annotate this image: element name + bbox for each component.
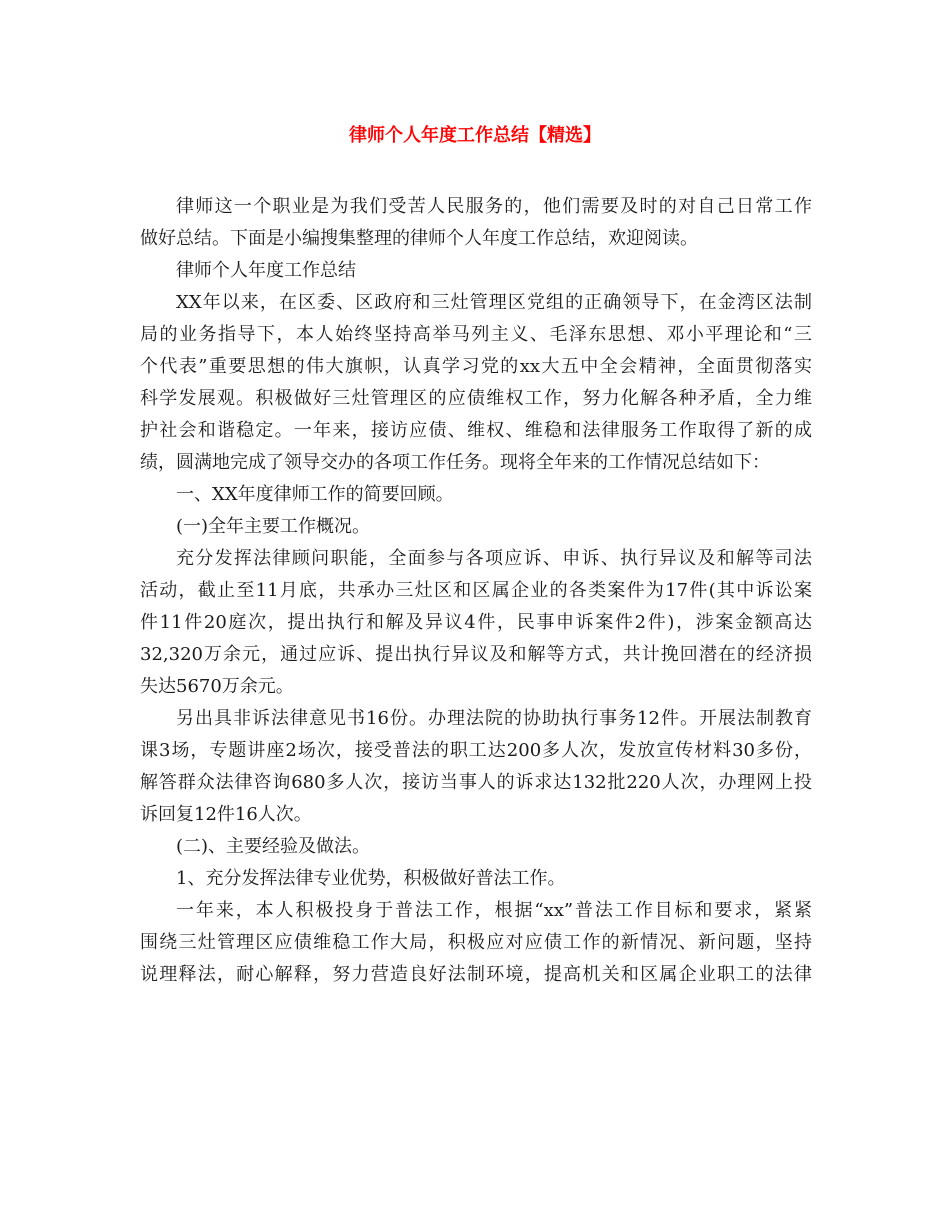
text-line: 说理释法，耐心解释，努力营造良好法制环境，提高机关和区属企业职工的法律 bbox=[140, 964, 812, 985]
text-line: 科学发展观。积极做好三灶管理区的应债维权工作，努力化解各种矛盾，全力维 bbox=[140, 388, 812, 409]
document-body bbox=[140, 191, 812, 991]
text-line: 1、充分发挥法律专业优势，积极做好普法工作。 bbox=[176, 868, 566, 889]
text-line: 一、XX年度律师工作的简要回顾。 bbox=[176, 484, 454, 505]
text-line: 围绕三灶管理区应债维稳工作大局，积极应对应债工作的新情况、新问题，坚持 bbox=[140, 932, 812, 953]
text-line: 局的业务指导下，本人始终坚持高举马列主义、毛泽东思想、邓小平理论和“三 bbox=[140, 324, 812, 345]
text-line: 活动，截止至11月底，共承办三灶区和区属企业的各类案件为17件(其中诉讼案 bbox=[140, 580, 812, 601]
text-line: XX年以来，在区委、区政府和三灶管理区党组的正确领导下，在金湾区法制 bbox=[176, 292, 812, 313]
text-line: 做好总结。下面是小编搜集整理的律师个人年度工作总结，欢迎阅读。 bbox=[140, 228, 698, 249]
text-line: (一)全年主要工作概况。 bbox=[176, 516, 371, 537]
text-line: 律师这一个职业是为我们受苦人民服务的，他们需要及时的对自己日常工作 bbox=[176, 196, 812, 217]
text-line: 充分发挥法律顾问职能，全面参与各项应诉、申诉、执行异议及和解等司法 bbox=[176, 548, 812, 569]
text-line: 解答群众法律咨询680多人次，接访当事人的诉求达132批220人次，办理网上投 bbox=[140, 772, 812, 793]
text-line: 另出具非诉法律意见书16份。办理法院的协助执行事务12件。开展法制教育 bbox=[176, 708, 812, 729]
text-line: 护社会和谐稳定。一年来，接访应债、维权、维稳和法律服务工作取得了新的成 bbox=[140, 420, 812, 441]
text-line: 一年来，本人积极投身于普法工作，根据“xx”普法工作目标和要求，紧紧 bbox=[176, 900, 812, 921]
document-title: 律师个人年度工作总结【精选】 bbox=[349, 125, 601, 146]
text-line: 绩，圆满地完成了领导交办的各项工作任务。现将全年来的工作情况总结如下： bbox=[140, 452, 770, 473]
text-line: 件11件20庭次，提出执行和解及异议4件，民事申诉案件2件)，涉案金额高达 bbox=[140, 612, 812, 633]
text-line: 失达5670万余元。 bbox=[140, 676, 294, 697]
text-line: 个代表”重要思想的伟大旗帜，认真学习党的xx大五中全会精神，全面贯彻落实 bbox=[140, 356, 812, 377]
text-line: 诉回复12件16人次。 bbox=[140, 804, 312, 825]
text-line: 课3场，专题讲座2场次，接受普法的职工达200多人次，发放宣传材料30多份， bbox=[140, 740, 812, 761]
text-line: 32,320万余元，通过应诉、提出执行异议及和解等方式，共计挽回潜在的经济损 bbox=[140, 644, 812, 665]
text-line: 律师个人年度工作总结 bbox=[176, 260, 356, 281]
text-line: (二)、主要经验及做法。 bbox=[176, 836, 371, 857]
